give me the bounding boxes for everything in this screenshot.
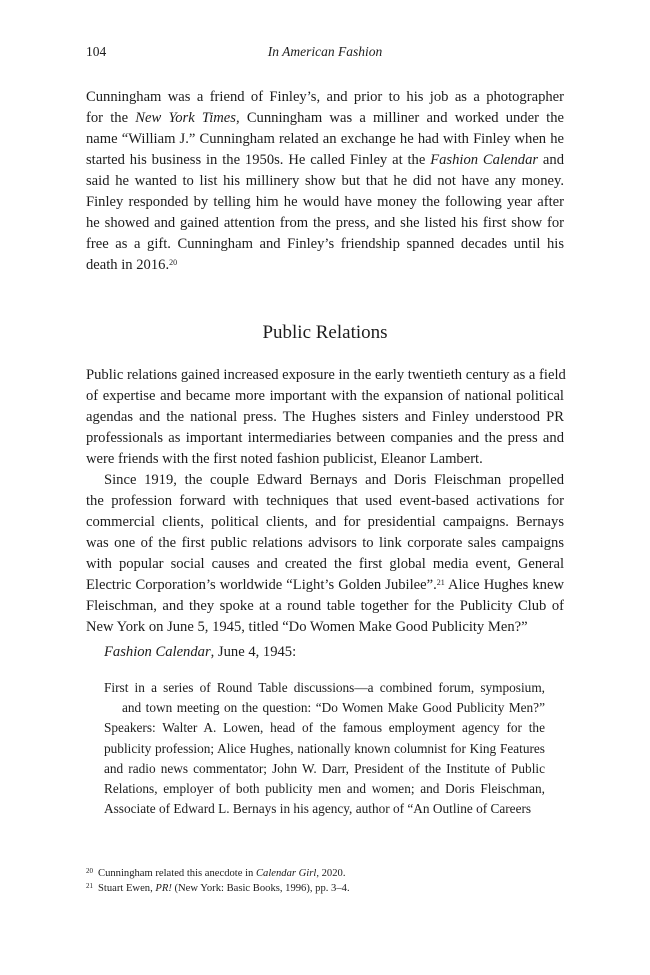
text-line: started his business in the 1950s. He called Finley at the Fashion Calendar and — [86, 152, 564, 168]
block-quote — [104, 678, 545, 819]
text-line: Fashion Calendar, June 4, 1945: — [104, 644, 297, 660]
quote-line: and town meeting on the question: “Do Women Make Good Publicity Men?” — [122, 700, 545, 716]
text-line: for the New York Times, Cunningham was a milliner and worked under the — [86, 110, 564, 126]
text-line: of expertise and became more important with the expansion of national political — [86, 388, 564, 404]
footnote: 20 Cunningham related this anecdote in Calendar Girl, 2020. — [86, 867, 346, 879]
quote-line: and radio news commentator; John W. Darr, President of the Institute of Public — [104, 760, 545, 776]
paragraph-bernays — [86, 470, 564, 638]
quote-line: First in a series of Round Table discussions—a combined forum, symposium, — [104, 680, 545, 695]
quote-line: Relations, employer of both publicity men and women; and Doris Fleischman, — [104, 780, 545, 796]
italic-title: Fashion Calendar — [104, 644, 211, 660]
text-line: name “William J.” Cunningham related an exchange he had with Finley when he — [86, 131, 564, 147]
footnote-ref: 20 — [169, 258, 178, 267]
italic-title: New York Times — [135, 110, 236, 126]
section-heading: Public Relations — [262, 322, 388, 343]
text-line: agendas and the national press. The Hughes sisters and Finley understood PR — [86, 409, 564, 425]
paragraph-cunningham — [86, 87, 564, 276]
text-line: commercial clients, political clients, and for presidential campaigns. Bernays — [86, 514, 564, 530]
text-line: Cunningham was a friend of Finley’s, and prior to his job as a photographer — [86, 89, 564, 105]
quote-line: publicity profession; Alice Hughes, nationally known columnist for King Features — [104, 740, 545, 756]
text-line: free as a gift. Cunningham and Finley’s friendship spanned decades until his — [86, 236, 564, 252]
footnote-ref: 21 — [436, 578, 445, 587]
text-line: were friends with the first noted fashion publicist, Eleanor Lambert. — [86, 451, 483, 467]
text-line: he showed and gained attention from the press, and she listed his first show for — [86, 215, 564, 231]
text-line: Finley responded by telling him he would have money the following year after — [86, 194, 564, 210]
footnote-mark: 21 — [86, 882, 93, 890]
footnote: 21 Stuart Ewen, PR! (New York: Basic Books, 1996), pp. 3–4. — [86, 882, 350, 894]
text-line: New York on June 5, 1945, titled “Do Women Make Good Publicity Men?” — [86, 619, 528, 635]
text-line: death in 2016.20 — [86, 257, 178, 273]
text-line: said he wanted to list his millinery show but that he did not have any money. — [86, 173, 564, 189]
paragraph-public-relations — [86, 365, 564, 470]
footnote-mark: 20 — [86, 867, 93, 875]
text-line: Since 1919, the couple Edward Bernays and Doris Fleischman propelled — [104, 472, 564, 488]
page-number: 104 — [86, 44, 107, 59]
italic-title: Fashion Calendar — [430, 152, 539, 168]
footnotes — [86, 866, 564, 896]
text-line: Fleischman, and they spoke at a round table together for the Publicity Club of — [86, 598, 564, 614]
text-line: professionals as important intermediaries between companies and the press and — [86, 430, 564, 446]
text-line: with popular social causes and created the first global media event, General — [86, 556, 564, 572]
paragraph-fashion-calendar — [86, 642, 564, 663]
running-head — [86, 44, 564, 64]
text-line: Public relations gained increased exposure in the early twentieth century as a field — [86, 367, 566, 383]
text-line: Electric Corporation’s worldwide “Light’s Golden Jubilee”.$^{21}$ Alice Hughes knew — [86, 577, 564, 593]
quote-line: Associate of Edward L. Bernays in his agency, author of “An Outline of Careers — [104, 801, 532, 817]
text-line: was one of the first public relations advisors to link corporate sales campaigns — [86, 535, 564, 551]
text-line: the profession forward with techniques that used event-based activations for — [86, 493, 564, 509]
running-title: In American Fashion — [267, 44, 383, 59]
quote-line: Speakers: Walter A. Lowen, head of the famous employment agency for the — [104, 720, 545, 736]
